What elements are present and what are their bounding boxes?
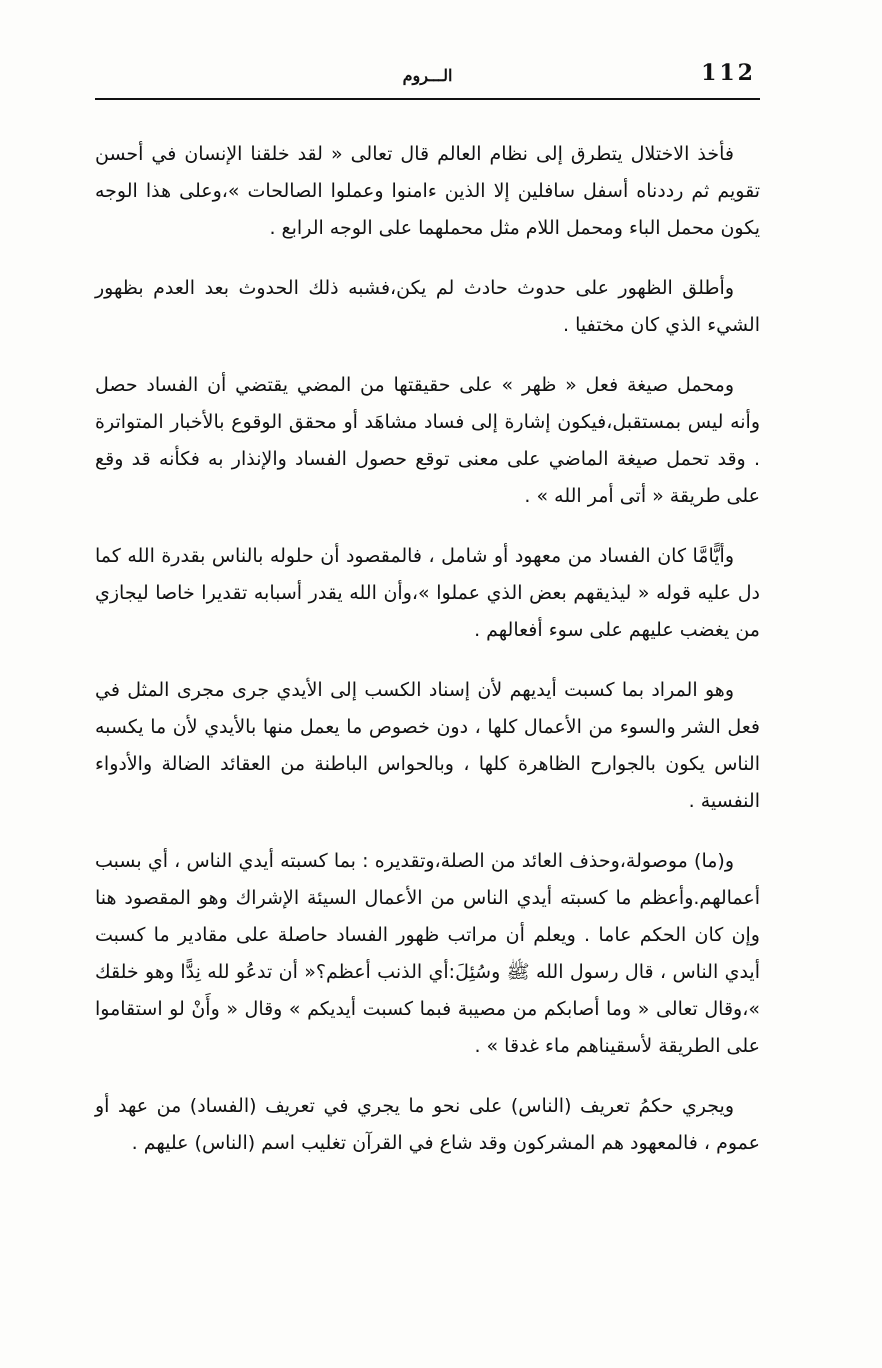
paragraph: ويجري حكمُ تعريف (الناس) على نحو ما يجري في تعريف (الفساد) من عهد أو عموم ، فالمعهود هم المشركون وقد شاع في القرآن تغليب اسم (الناس) عليهم . xyxy=(95,1095,760,1154)
paragraph: ومحمل صيغة فعل « ظهر » على حقيقتها من المضي يقتضي أن الفساد حصل وأنه ليس بمستقبل،فيكون إشارة إلى فساد مشاهَد أو محقق الوقوع بالأخبار المتواترة . وقد تحمل صيغة الماضي على معنى توقع حصول الفساد والإنذار به فكأنه قد وقع على طريقة « أتى أمر الله » . xyxy=(95,374,760,507)
paragraph: و(ما) موصولة،وحذف العائد من الصلة،وتقديره : بما كسبته أيدي الناس ، أي بسبب أعمالهم.وأعظم ما كسبته أيدي الناس من الأعمال السيئة الإشراك وهو المقصود هنا وإن كان الحكم عاما . ويعلم أن مراتب ظهور الفساد حاصلة على مقادير ما كسبت أيدي الناس ، قال رسول الله ﷺ وسُئِلَ:أي الذنب أعظم؟« أن تدعُو لله نِدًّا وهو خلقك »،وقال تعالى « وما أصابكم من مصيبة فبما كسبت أيديكم » وقال « وأَنْ لو استقاموا على الطريقة لأسقيناهم ماء غدقا » . xyxy=(95,850,760,1057)
paragraph: وأطلق الظهور على حدوث حادث لم يكن،فشبه ذلك الحدوث بعد العدم بظهور الشيء الذي كان مختفيا . xyxy=(95,277,760,336)
body-text xyxy=(95,136,760,1185)
page-number: 112 xyxy=(701,60,756,86)
paragraph: وهو المراد بما كسبت أيديهم لأن إسناد الكسب إلى الأيدي جرى مجرى المثل في فعل الشر والسوء من الأعمال كلها ، دون خصوص ما يعمل منها بالأيدي لأن ما يكسبه الناس يكون بالجوارح الظاهرة كلها ، وبالحواس الباطنة من العقائد الضالة والأدواء النفسية . xyxy=(95,679,760,812)
paragraph: وأيًّامَّا كان الفساد من معهود أو شامل ، فالمقصود أن حلوله بالناس بقدرة الله كما دل عليه قوله « ليذيقهم بعض الذي عملوا »،وأن الله يقدر أسبابه تقديرا خاصا ليجازي من يغضب عليهم على سوء أفعالهم . xyxy=(95,545,760,641)
paragraph: فأخذ الاختلال يتطرق إلى نظام العالم قال تعالى « لقد خلقنا الإنسان في أحسن تقويم ثم رددناه أسفل سافلين إلا الذين ءامنوا وعملوا الصالحات »،وعلى هذا الوجه يكون محمل الباء ومحمل اللام مثل محملهما على الوجه الرابع . xyxy=(95,143,760,239)
running-title: الـــروم xyxy=(402,66,453,85)
page-header xyxy=(95,52,760,100)
